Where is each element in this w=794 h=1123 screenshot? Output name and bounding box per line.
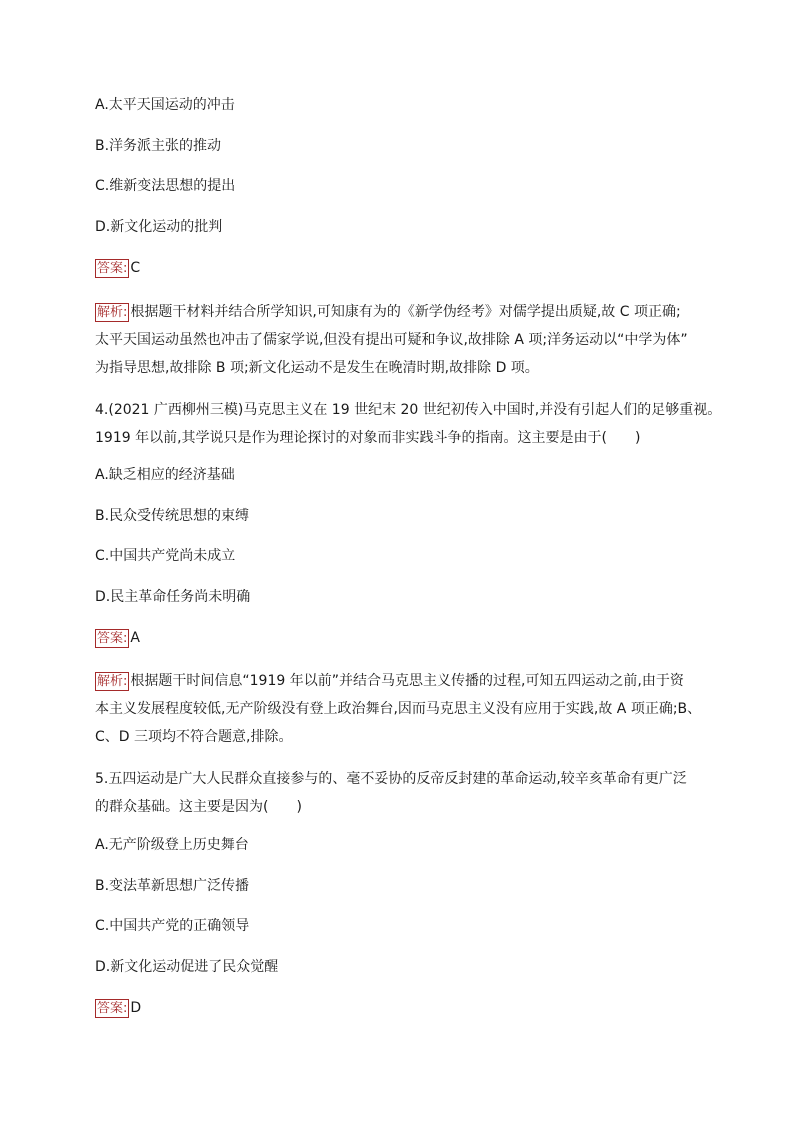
analysis-line: 本主义发展程度较低,无产阶级没有登上政治舞台,因而马克思主义没有应用于实践,故 A 项正确;B、 xyxy=(95,701,702,717)
answer-value: A xyxy=(130,630,140,646)
q3-option-d: D.新文化运动的批判 xyxy=(95,219,223,235)
q3-option-b: B.洋务派主张的推动 xyxy=(95,138,222,154)
q3-analysis xyxy=(95,298,715,382)
q4-option-a: A.缺乏相应的经济基础 xyxy=(95,467,235,483)
stem-line: 5.五四运动是广大人民群众直接参与的、毫不妥协的反帝反封建的革命运动,较辛亥革命有更广泛 xyxy=(95,771,687,787)
q5-option-d: D.新文化运动促进了民众觉醒 xyxy=(95,959,279,975)
answer-label-tag: 答案: xyxy=(97,1001,128,1016)
analysis-line: C、D 三项均不符合题意,排除。 xyxy=(95,729,293,745)
stem-line: 1919 年以前,其学说只是作为理论探讨的对象而非实践斗争的指南。这主要是由于( ) xyxy=(95,430,641,446)
answer-label-tag: 答案: xyxy=(97,261,128,276)
answer-value: D xyxy=(130,1000,142,1016)
q3-option-c: C.维新变法思想的提出 xyxy=(95,178,236,194)
q5-option-c: C.中国共产党的正确领导 xyxy=(95,918,250,934)
q5-option-b: B.变法革新思想广泛传播 xyxy=(95,878,250,894)
q3-answer xyxy=(95,258,140,278)
q4-option-c: C.中国共产党尚未成立 xyxy=(95,548,236,564)
analysis-text: 根据题干时间信息“1919 年以前”并结合马克思主义传播的过程,可知五四运动之前,由于资 xyxy=(130,673,684,689)
analysis-text: 根据题干材料并结合所学知识,可知康有为的《新学伪经考》对儒学提出质疑,故 C 项正确; xyxy=(130,304,681,320)
q5-answer xyxy=(95,998,141,1018)
q4-option-d: D.民主革命任务尚未明确 xyxy=(95,589,251,605)
q4-option-b: B.民众受传统思想的束缚 xyxy=(95,508,250,524)
q4-answer xyxy=(95,628,140,648)
answer-value: C xyxy=(130,260,141,276)
q5-stem xyxy=(95,765,715,821)
q5-option-a: A.无产阶级登上历史舞台 xyxy=(95,837,249,853)
analysis-line: 太平天国运动虽然也冲击了儒家学说,但没有提出可疑和争议,故排除 A 项;洋务运动以“中学为体” xyxy=(95,332,688,348)
answer-label-tag: 答案: xyxy=(97,631,128,646)
q4-stem xyxy=(95,396,722,452)
analysis-label-tag: 解析: xyxy=(97,305,128,320)
analysis-line: 为指导思想,故排除 B 项;新文化运动不是发生在晚清时期,故排除 D 项。 xyxy=(95,360,539,376)
analysis-line xyxy=(95,298,715,326)
q3-option-a: A.太平天国运动的冲击 xyxy=(95,97,235,113)
stem-line: 的群众基础。这主要是因为( ) xyxy=(95,799,302,815)
analysis-label-tag: 解析: xyxy=(97,674,128,689)
stem-line: 4.(2021 广西柳州三模)马克思主义在 19 世纪末 20 世纪初传入中国时,并没有引起人们的足够重视。 xyxy=(95,402,722,418)
analysis-line xyxy=(95,667,715,695)
q4-analysis xyxy=(95,667,715,751)
